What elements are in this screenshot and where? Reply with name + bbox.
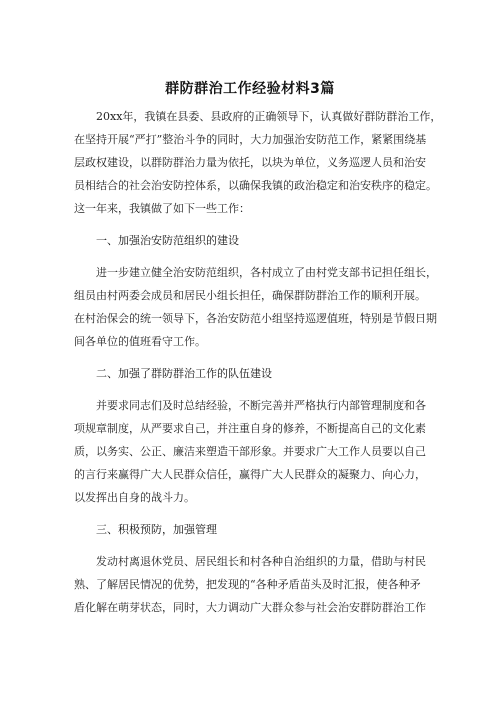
section-heading: 二、加强了群防群治工作的队伍建设 xyxy=(96,367,272,380)
paragraph-line: 20xx年，我镇在县委、县政府的正确领导下，认真做好群防群治工作， xyxy=(96,110,442,123)
paragraph-line: 层政权建设，以群防群治力量为依托，以块为单位，义务巡逻人员和治安 xyxy=(74,156,426,169)
paragraph-line: 间各单位的值班看守工作。 xyxy=(74,335,206,348)
paragraph-line: 质，以务实、公正、廉洁来塑造干部形象。并要求广大工作人员要以自己 xyxy=(74,445,426,458)
paragraph-line: 员相结合的社会治安防控体系，以确保我镇的政治稳定和治安秩序的稳定。 xyxy=(74,179,437,192)
paragraph-line: 发动村离退休党员、居民组长和村各种自治组织的力量，借助与村民 xyxy=(96,555,426,568)
paragraph-line: 盾化解在萌芽状态，同时，大力调动广大群众参与社会治安群防群治工作 xyxy=(74,601,426,614)
paragraph-line: 在村治保会的统一领导下，各治安防范小组坚持巡逻值班，特别是节假日期 xyxy=(74,312,437,325)
paragraph-line: 这一年来，我镇做了如下一些工作： xyxy=(74,202,250,215)
paragraph-line: 并要求同志们及时总结经验，不断完善并严格执行内部管理制度和各 xyxy=(96,399,426,412)
paragraph-line: 以发挥出自身的战斗力。 xyxy=(74,491,195,504)
paragraph-line: 熟、了解居民情况的优势，把发现的“各种矛盾苗头及时汇报，使各种矛 xyxy=(74,578,421,591)
paragraph-line: 的言行来赢得广大人民群众信任，赢得广大人民群众的凝聚力、向心力， xyxy=(74,468,426,481)
paragraph-line: 在坚持开展“严打”整治斗争的同时，大力加强治安防范工作，紧紧围绕基 xyxy=(74,133,427,146)
paragraph-line: 进一步建立健全治安防范组织，各村成立了由村党支部书记担任组长， xyxy=(96,266,437,279)
section-heading: 三、积极预防，加强管理 xyxy=(96,523,217,536)
section-heading: 一、加强治安防范组织的建设 xyxy=(96,234,239,247)
paragraph-line: 项规章制度，从严要求自己，并注重自身的修养，不断提高自己的文化素 xyxy=(74,422,426,435)
document-title: 群防群治工作经验材料3篇 xyxy=(165,81,335,97)
paragraph-line: 组员由村两委会成员和居民小组长担任，确保群防群治工作的顺利开展。 xyxy=(74,289,426,302)
